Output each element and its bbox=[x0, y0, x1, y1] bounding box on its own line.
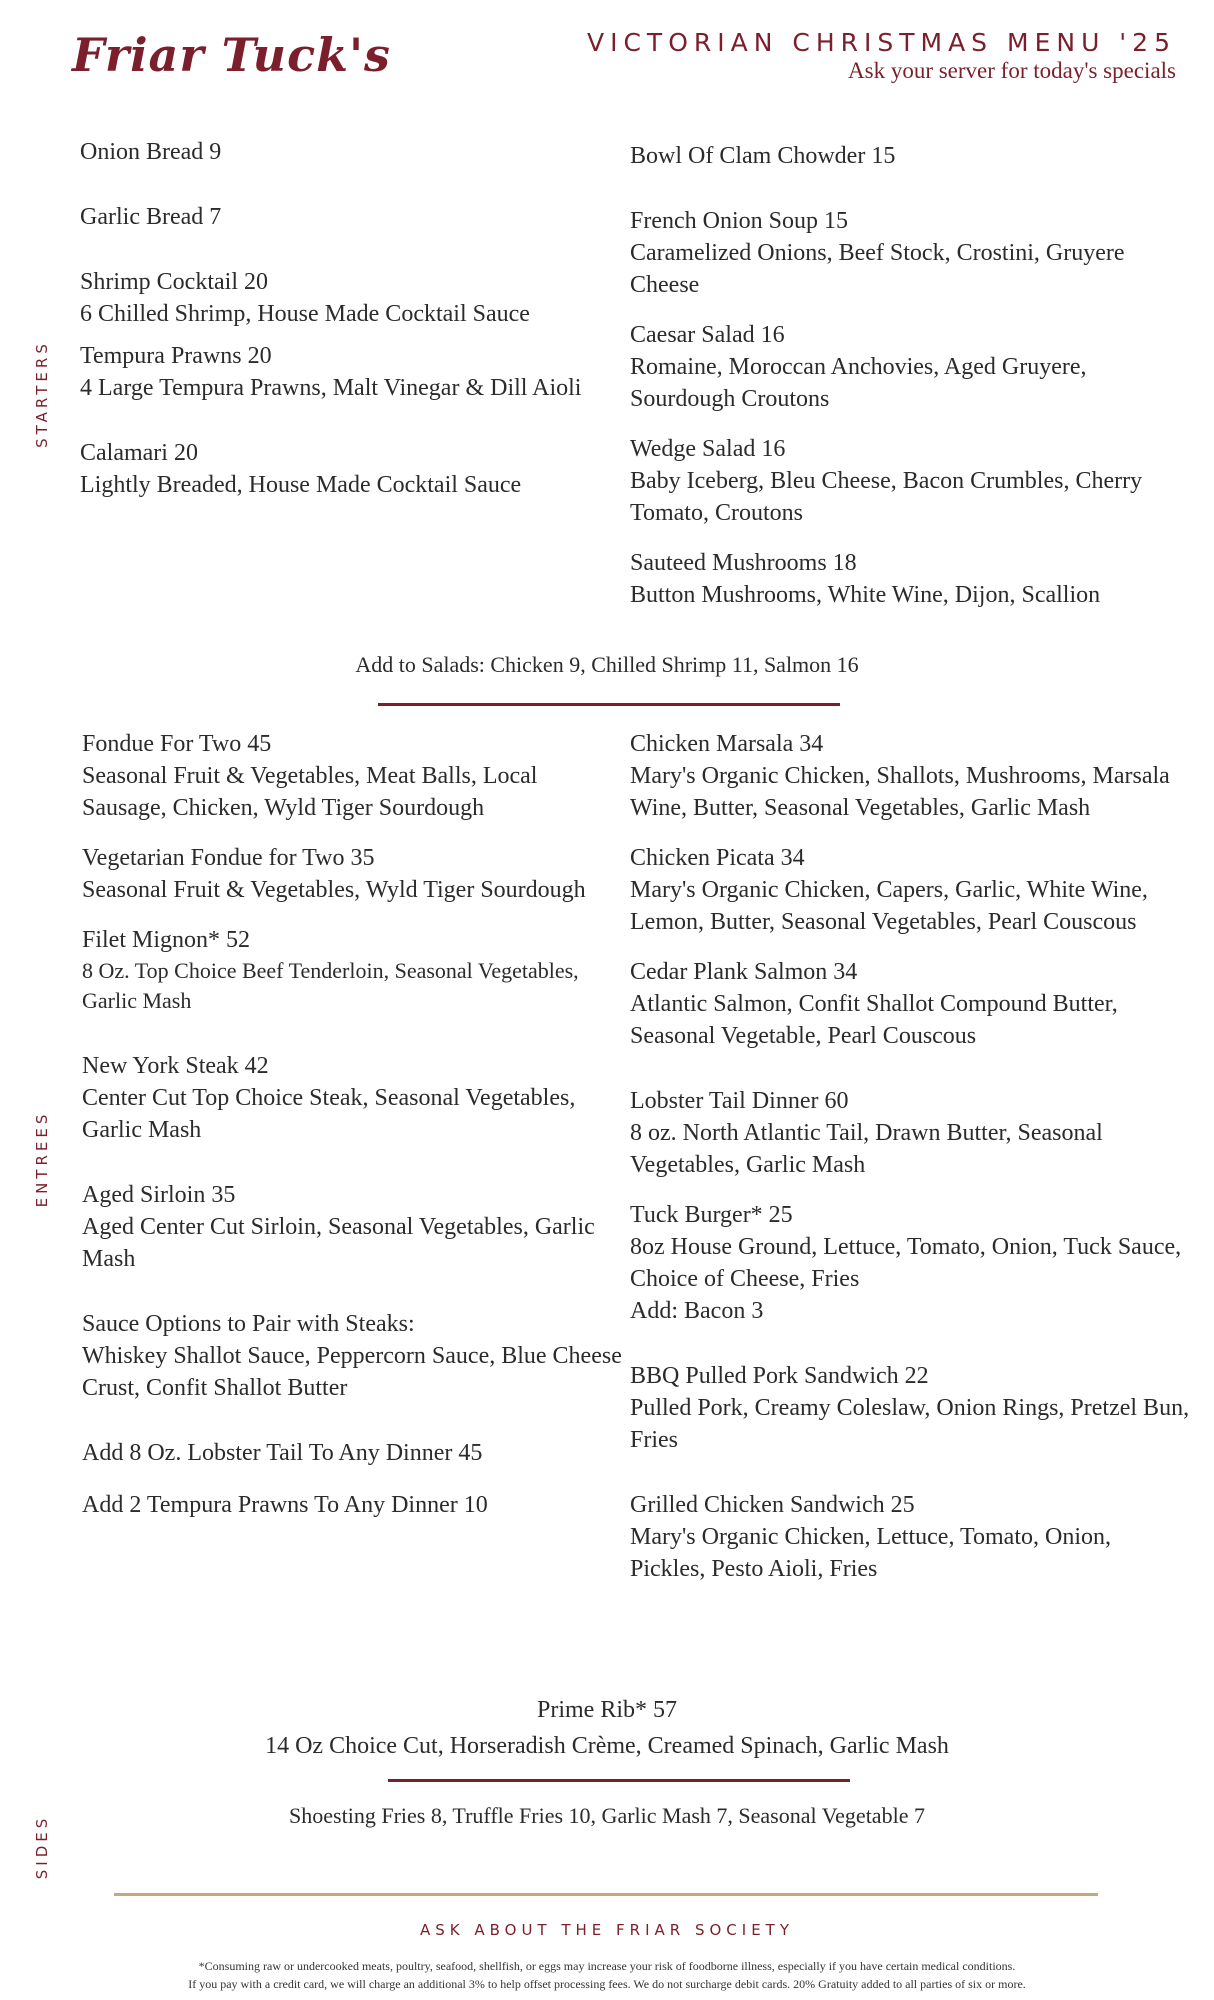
menu-item-name: Add 2 Tempura Prawns To Any Dinner 10 bbox=[82, 1492, 488, 1518]
menu-item-name: Shrimp Cocktail 20 bbox=[80, 269, 268, 295]
entrees-left-column bbox=[82, 728, 622, 1521]
menu-item-description: Caramelized Onions, Beef Stock, Crostini, Gruyere Cheese bbox=[630, 240, 1125, 298]
menu-title: VICTORIAN CHRISTMAS MENU '25 bbox=[587, 28, 1176, 57]
menu-item-description: Atlantic Salmon, Confit Shallot Compound Butter, Seasonal Vegetable, Pearl Couscous bbox=[630, 991, 1118, 1049]
divider bbox=[388, 1779, 850, 1782]
menu-item-description: Lightly Breaded, House Made Cocktail Sauce bbox=[80, 472, 522, 498]
menu-item-name: Aged Sirloin 35 bbox=[82, 1182, 236, 1208]
menu-item bbox=[630, 1199, 1190, 1327]
menu-item-description: Mary's Organic Chicken, Shallots, Mushrooms, Marsala Wine, Butter, Seasonal Vegetables, Garlic Mash bbox=[630, 763, 1170, 821]
menu-item-name: Bowl Of Clam Chowder 15 bbox=[630, 143, 896, 169]
menu-item bbox=[630, 547, 1190, 611]
divider bbox=[378, 703, 840, 706]
menu-item bbox=[80, 437, 620, 501]
menu-item-description: Center Cut Top Choice Steak, Seasonal Vegetables, Garlic Mash bbox=[82, 1085, 576, 1143]
sauce-options bbox=[82, 1308, 622, 1404]
menu-item-description: 8oz House Ground, Lettuce, Tomato, Onion, Tuck Sauce, Choice of Cheese, Fries bbox=[630, 1234, 1182, 1292]
menu-item-name: Tempura Prawns 20 bbox=[80, 343, 272, 369]
menu-item-description: Baby Iceberg, Bleu Cheese, Bacon Crumbles, Cherry Tomato, Croutons bbox=[630, 468, 1143, 526]
menu-item-name: Sauteed Mushrooms 18 bbox=[630, 550, 857, 576]
menu-item bbox=[630, 433, 1190, 529]
sides-list: Shoesting Fries 8, Truffle Fries 10, Garlic Mash 7, Seasonal Vegetable 7 bbox=[289, 1803, 925, 1828]
menu-item bbox=[630, 728, 1190, 824]
menu-item-name: BBQ Pulled Pork Sandwich 22 bbox=[630, 1363, 929, 1389]
section-label-sides: SIDES bbox=[33, 1814, 51, 1880]
menu-item-name: Add 8 Oz. Lobster Tail To Any Dinner 45 bbox=[82, 1440, 483, 1466]
menu-item-name: Grilled Chicken Sandwich 25 bbox=[630, 1492, 915, 1518]
starters-right-column bbox=[630, 140, 1190, 611]
menu-item-name: Chicken Marsala 34 bbox=[630, 731, 824, 757]
menu-item-name: Cedar Plank Salmon 34 bbox=[630, 959, 858, 985]
entrees-right-column bbox=[630, 728, 1190, 1585]
menu-item-description: Whiskey Shallot Sauce, Peppercorn Sauce, Blue Cheese Crust, Confit Shallot Butter bbox=[82, 1343, 622, 1401]
menu-item-description: Mary's Organic Chicken, Lettuce, Tomato, Onion, Pickles, Pesto Aioli, Fries bbox=[630, 1524, 1111, 1582]
menu-item bbox=[80, 201, 620, 233]
section-label-entrees: ENTREES bbox=[33, 1110, 51, 1208]
menu-item-description: Button Mushrooms, White Wine, Dijon, Scallion bbox=[630, 582, 1101, 608]
menu-item-name: Vegetarian Fondue for Two 35 bbox=[82, 845, 375, 871]
friar-society: ASK ABOUT THE FRIAR SOCIETY bbox=[419, 1921, 795, 1939]
menu-item-name: Caesar Salad 16 bbox=[630, 322, 785, 348]
menu-item-description: 4 Large Tempura Prawns, Malt Vinegar & Dill Aioli bbox=[80, 375, 582, 401]
menu-item-description: Pulled Pork, Creamy Coleslaw, Onion Rings, Pretzel Bun, Fries bbox=[630, 1395, 1190, 1453]
footer-divider bbox=[114, 1893, 1098, 1896]
menu-item-name: Chicken Picata 34 bbox=[630, 845, 805, 871]
menu-item bbox=[630, 1489, 1190, 1585]
menu-item bbox=[82, 924, 622, 1016]
menu-item-name: Sauce Options to Pair with Steaks: bbox=[82, 1311, 415, 1337]
section-label-starters: STARTERS bbox=[33, 340, 51, 448]
menu-item bbox=[82, 728, 622, 824]
menu-item bbox=[82, 1489, 622, 1521]
menu-item bbox=[80, 136, 620, 168]
restaurant-logo: Friar Tuck's bbox=[72, 28, 391, 82]
menu-item bbox=[630, 140, 1190, 172]
disclaimer-line-2: If you pay with a credit card, we will charge an additional 3% to help offset processing fees. We do not surcharge debit cards. 20% Gratuity added to all parties of six or more. bbox=[188, 1977, 1026, 1991]
menu-item bbox=[630, 842, 1190, 938]
prime-rib-name: Prime Rib* 57 bbox=[536, 1697, 677, 1723]
add-to-salads-note: Add to Salads: Chicken 9, Chilled Shrimp 11, Salmon 16 bbox=[355, 652, 859, 677]
starters-left-column bbox=[80, 136, 620, 501]
prime-rib-description: 14 Oz Choice Cut, Horseradish Crème, Creamed Spinach, Garlic Mash bbox=[265, 1733, 949, 1759]
disclaimer-line-1: *Consuming raw or undercooked meats, poultry, seafood, shellfish, or eggs may increase your risk of foodborne illness, especially if you have certain medical conditions. bbox=[198, 1959, 1016, 1973]
menu-item-name: Garlic Bread 7 bbox=[80, 204, 222, 230]
menu-item bbox=[630, 1360, 1190, 1456]
menu-item bbox=[80, 266, 620, 330]
menu-item bbox=[630, 319, 1190, 415]
menu-item bbox=[80, 340, 620, 404]
menu-item bbox=[630, 1085, 1190, 1181]
menu-item-description: Seasonal Fruit & Vegetables, Wyld Tiger Sourdough bbox=[82, 877, 586, 903]
menu-item bbox=[82, 1437, 622, 1469]
menu-item-name: Lobster Tail Dinner 60 bbox=[630, 1088, 849, 1114]
menu-item-name: Tuck Burger* 25 bbox=[630, 1202, 793, 1228]
menu-item-name: Filet Mignon* 52 bbox=[82, 927, 251, 953]
menu-item bbox=[630, 956, 1190, 1052]
menu-subtitle: Ask your server for today's specials bbox=[848, 58, 1176, 83]
menu-item-name: New York Steak 42 bbox=[82, 1053, 269, 1079]
menu-item-name: Onion Bread 9 bbox=[80, 139, 222, 165]
menu-item bbox=[82, 842, 622, 906]
menu-item-name: French Onion Soup 15 bbox=[630, 208, 848, 234]
menu-item-addon: Add: Bacon 3 bbox=[630, 1298, 764, 1324]
menu-item bbox=[82, 1050, 622, 1146]
menu-item bbox=[82, 1179, 622, 1275]
menu-item-description: 8 oz. North Atlantic Tail, Drawn Butter, Seasonal Vegetables, Garlic Mash bbox=[630, 1120, 1103, 1178]
menu-item-name: Wedge Salad 16 bbox=[630, 436, 786, 462]
menu-item-description: Mary's Organic Chicken, Capers, Garlic, White Wine, Lemon, Butter, Seasonal Vegetables, Pearl Couscous bbox=[630, 877, 1148, 935]
menu-item-name: Fondue For Two 45 bbox=[82, 731, 272, 757]
menu-item bbox=[630, 205, 1190, 301]
menu-item-description: Seasonal Fruit & Vegetables, Meat Balls, Local Sausage, Chicken, Wyld Tiger Sourdough bbox=[82, 763, 538, 821]
menu-item-name: Calamari 20 bbox=[80, 440, 198, 466]
menu-item-description: Romaine, Moroccan Anchovies, Aged Gruyere, Sourdough Croutons bbox=[630, 354, 1087, 412]
menu-item-description: Aged Center Cut Sirloin, Seasonal Vegetables, Garlic Mash bbox=[82, 1214, 595, 1272]
menu-item-description: 6 Chilled Shrimp, House Made Cocktail Sauce bbox=[80, 301, 530, 327]
menu-item-description: 8 Oz. Top Choice Beef Tenderloin, Seasonal Vegetables, Garlic Mash bbox=[82, 958, 579, 1013]
